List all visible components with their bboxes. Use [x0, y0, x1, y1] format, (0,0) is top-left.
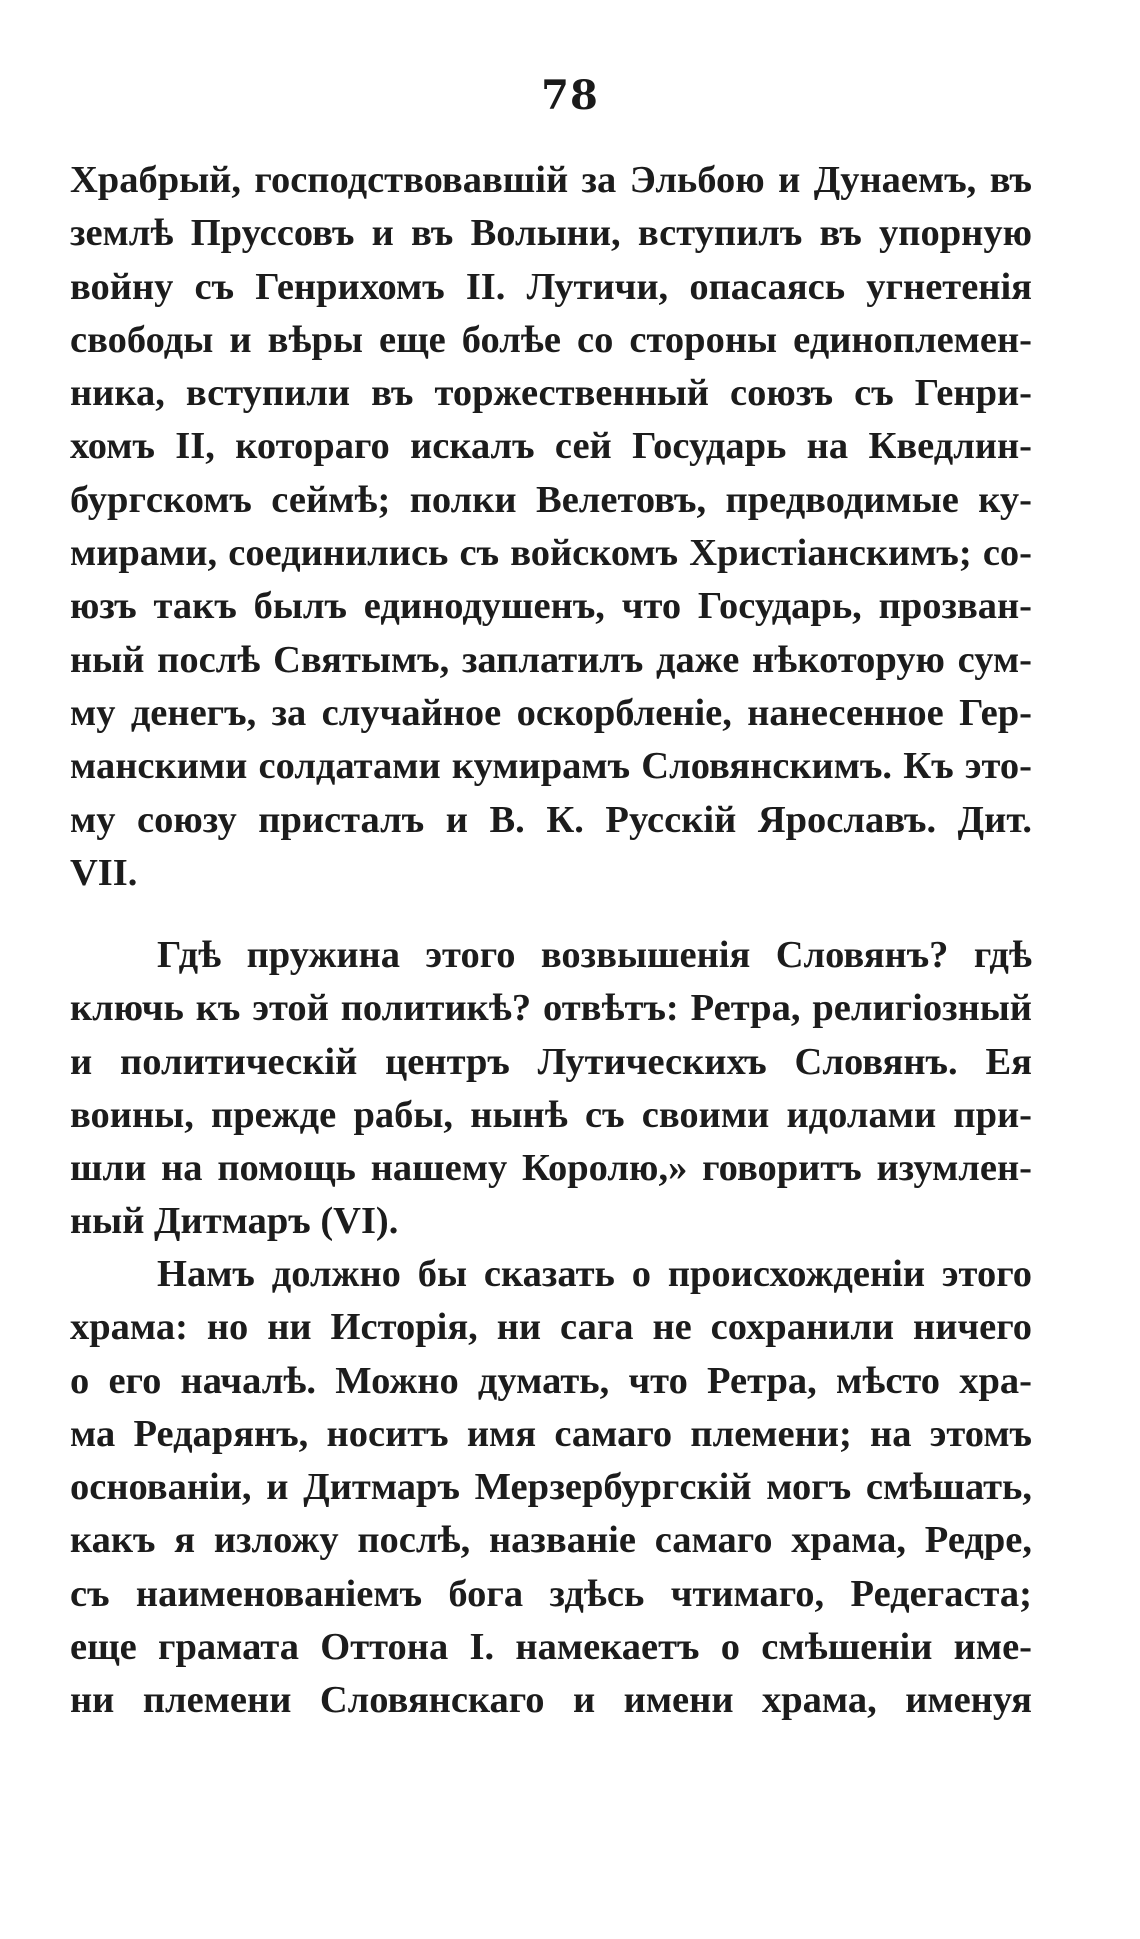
text-line: юзъ такъ былъ единодушенъ, что Государь, прозван-	[70, 585, 1032, 628]
text-line: Намъ должно бы сказать о происхожденіи этого	[157, 1253, 1032, 1295]
text-line: шли на помощь нашему Королю,» говоритъ изумлен-	[70, 1147, 1032, 1190]
text-line: свободы и вѣры еще болѣе со стороны единоплемен-	[70, 318, 1032, 361]
text-line: землѣ Пруссовъ и въ Волыни, вступилъ въ упорную	[70, 212, 1032, 255]
text-line: ника, вступили въ торжественный союзъ съ Генри-	[70, 372, 1032, 415]
text-line: о его началѣ. Можно думать, что Ретра, мѣсто хра-	[70, 1359, 1032, 1402]
text-line: Храбрый, господствовавшій за Эльбою и Дунаемъ, въ	[70, 159, 1032, 201]
text-line: VII.	[70, 851, 138, 894]
text-line: му союзу присталъ и В. К. Русскій Ярославъ. Дит.	[70, 798, 1032, 841]
text-line: воины, прежде рабы, нынѣ съ своими идолами при-	[70, 1093, 1032, 1136]
text-line: какъ я изложу послѣ, названіе самаго храма, Редре,	[70, 1519, 1032, 1562]
text-line: Гдѣ пружина этого возвышенія Словянъ? гдѣ	[157, 934, 1032, 976]
text-line: храма: но ни Исторія, ни сага не сохранили ничего	[70, 1306, 1032, 1349]
text-line: хомъ II, котораго искалъ сей Государь на Кведлин-	[70, 425, 1032, 468]
text-line: бургскомъ сеймѣ; полки Велетовъ, предводимые ку-	[70, 478, 1032, 521]
text-line: ный Дитмаръ (VI).	[70, 1200, 399, 1243]
text-line: му денегъ, за случайное оскорбленіе, нанесенное Гер-	[70, 691, 1032, 734]
text-line: ни племени Словянскаго и имени храма, именуя	[70, 1679, 1032, 1722]
paragraph-3	[70, 1248, 1032, 1728]
text-line: основаніи, и Дитмаръ Мерзербургскій могъ смѣшать,	[70, 1466, 1032, 1509]
text-line: ключь къ этой политикѣ? отвѣтъ: Ретра, религіозный	[70, 987, 1032, 1030]
text-line: манскими солдатами кумирамъ Словянскимъ. Къ это-	[70, 745, 1032, 788]
paragraph-1	[70, 154, 1032, 900]
text-line: съ наименованіемъ бога здѣсь чтимаго, Редегаста;	[70, 1572, 1032, 1615]
text-line: мирами, соединились съ войскомъ Христіанскимъ; со-	[70, 532, 1032, 575]
text-line: ный послѣ Святымъ, заплатилъ даже нѣкоторую сум-	[70, 638, 1032, 681]
text-line: ма Редарянъ, носитъ имя самаго племени; на этомъ	[70, 1412, 1032, 1455]
text-line: войну съ Генрихомъ II. Лутичи, опасаясь угнетенія	[70, 265, 1032, 308]
paragraph-2	[70, 929, 1032, 1249]
page-number: 78	[541, 72, 599, 119]
text-line: и политическій центръ Лутическихъ Словянъ. Ея	[70, 1040, 1032, 1083]
text-line: еще грамата Оттона I. намекаетъ о смѣшеніи име-	[70, 1626, 1032, 1669]
